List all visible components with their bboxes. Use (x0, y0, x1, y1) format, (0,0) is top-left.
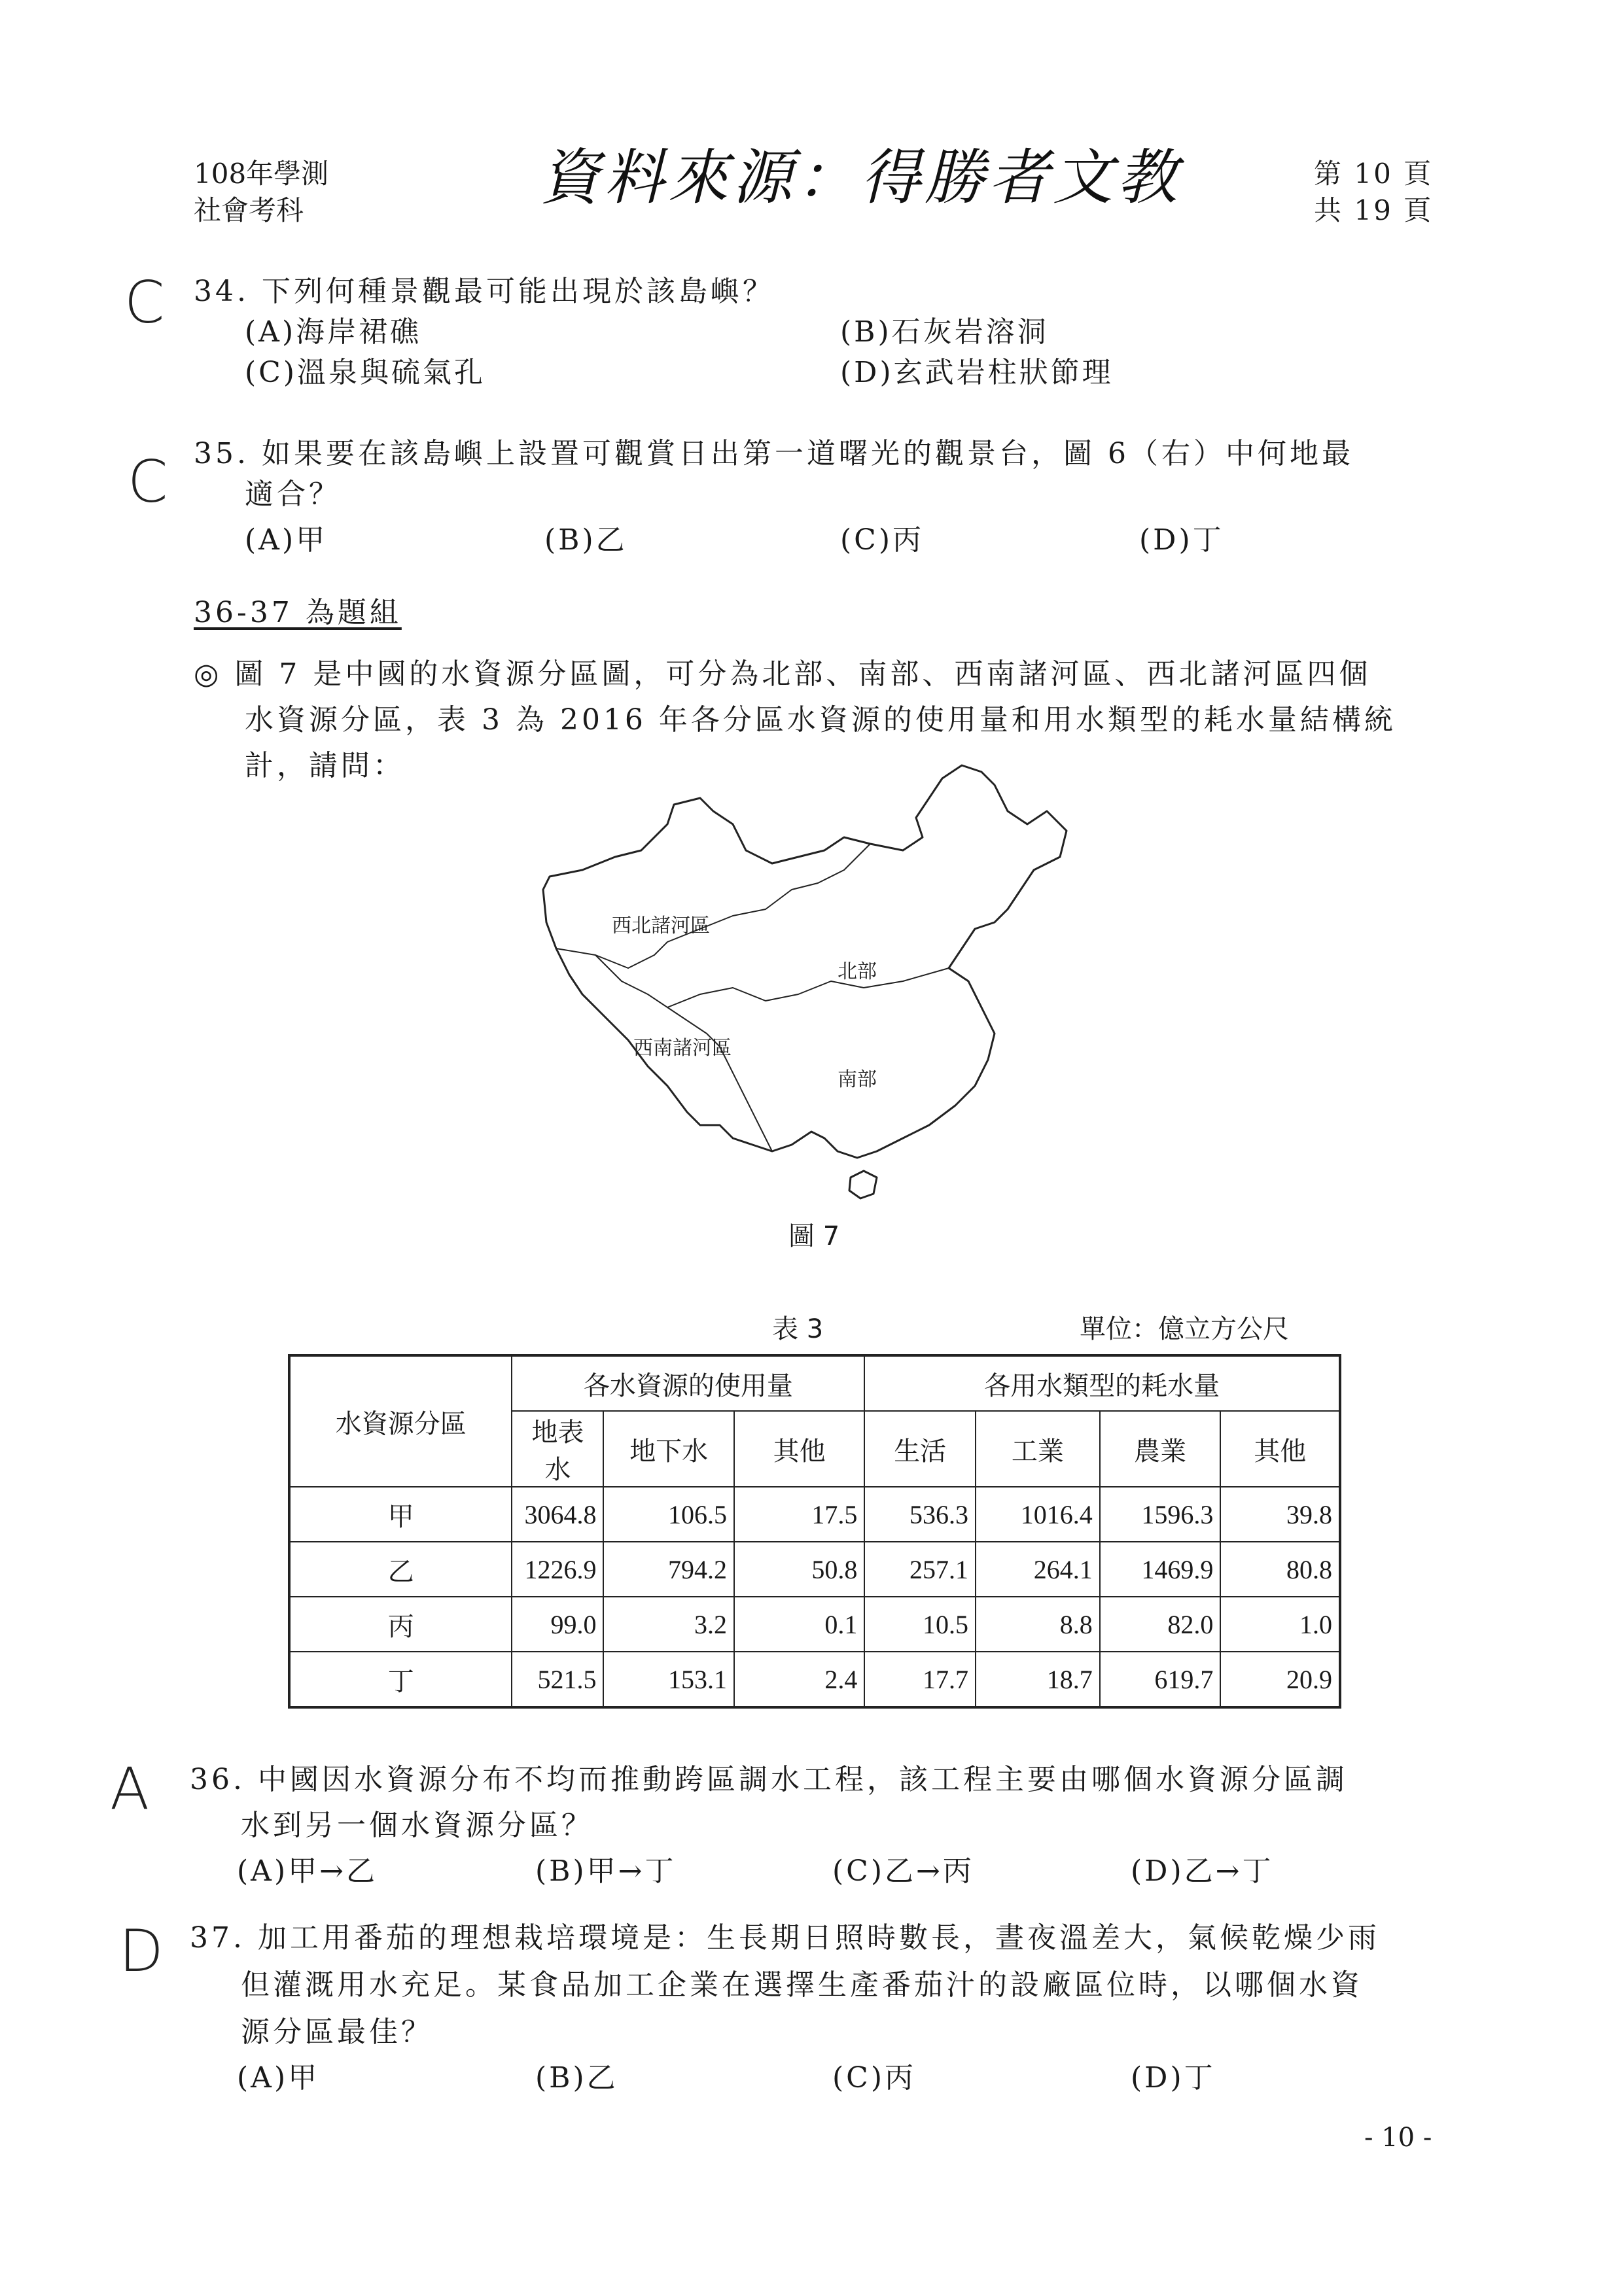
question-35-stem-line1: 35. 如果要在該島嶼上設置可觀賞日出第一道曙光的觀景台，圖 6（右）中何地最 (194, 437, 1354, 470)
cell: 619.7 (1100, 1652, 1221, 1707)
table-row (289, 1542, 1340, 1597)
handwritten-source-note: 資料來源：得勝者文教 (540, 143, 1182, 213)
table-caption: 表 3 (772, 1314, 824, 1344)
cell: 1016.4 (976, 1487, 1100, 1542)
option-d[interactable]: (D)丁 (1131, 2061, 1216, 2095)
answer-mark-q36: A (110, 1755, 150, 1822)
group-header-usage: 各水資源的使用量 (512, 1355, 864, 1411)
option-a[interactable]: (A)甲→乙 (237, 1854, 378, 1888)
col-header-agriculture: 農業 (1100, 1411, 1221, 1487)
option-b[interactable]: (B)乙 (544, 523, 627, 557)
cell: 3064.8 (512, 1487, 603, 1542)
question-36-stem-line1: 36. 中國因水資源分布不均而推動跨區調水工程，該工程主要由哪個水資源分區調 (190, 1763, 1348, 1796)
question-37-stem-line1: 37. 加工用番茄的理想栽培環境是：生長期日照時數長，晝夜溫差大，氣候乾燥少雨 (190, 1921, 1380, 1955)
cell: 10.5 (864, 1597, 976, 1652)
answer-mark-q34: C (124, 269, 165, 336)
question-37-stem-line3: 源分區最佳？ (241, 2015, 433, 2049)
option-d[interactable]: (D)乙→丁 (1131, 1854, 1274, 1888)
page-current: 第 10 頁 (1314, 158, 1434, 190)
cell: 1.0 (1220, 1597, 1340, 1652)
col-header-other-use: 其他 (1220, 1411, 1340, 1487)
china-water-region-map (537, 759, 1080, 1210)
option-d[interactable]: (D)丁 (1139, 523, 1224, 557)
col-header-domestic: 生活 (864, 1411, 976, 1487)
row-label: 丁 (289, 1652, 512, 1707)
region-label-south: 南部 (838, 1068, 877, 1091)
cell: 50.8 (734, 1542, 864, 1597)
question-35-options (194, 520, 1437, 566)
question-37-stem-line2: 但灌溉用水充足。某食品加工企業在選擇生產番茄汁的設廠區位時，以哪個水資 (241, 1968, 1363, 2002)
row-label: 乙 (289, 1542, 512, 1597)
figure-caption: 圖 7 (788, 1221, 840, 1251)
boundary-north-south (667, 968, 949, 1007)
cell: 17.5 (734, 1487, 864, 1542)
question-37 (190, 1918, 1439, 2104)
cell: 80.8 (1220, 1542, 1340, 1597)
cell: 536.3 (864, 1487, 976, 1542)
cell: 3.2 (603, 1597, 734, 1652)
cell: 521.5 (512, 1652, 603, 1707)
region-label-northwest: 西北諸河區 (612, 914, 710, 937)
option-d[interactable]: (D)玄武岩柱狀節理 (840, 356, 1114, 389)
answer-mark-q37: D (119, 1917, 164, 1985)
col-header-other-source: 其他 (734, 1411, 864, 1487)
cell: 18.7 (976, 1652, 1100, 1707)
table-row (289, 1652, 1340, 1707)
option-c[interactable]: (C)丙 (832, 2061, 916, 2095)
question-group-label: 36-37 為題組 (194, 596, 402, 629)
cell: 106.5 (603, 1487, 734, 1542)
region-label-southwest: 西南諸河區 (633, 1037, 732, 1060)
question-34-stem: 34. 下列何種景觀最可能出現於該島嶼？ (194, 275, 775, 308)
cell: 257.1 (864, 1542, 976, 1597)
group-header-consumption: 各用水類型的耗水量 (864, 1355, 1340, 1411)
question-34 (194, 271, 1437, 393)
table-header-row-1 (289, 1355, 1340, 1411)
cell: 794.2 (603, 1542, 734, 1597)
question-37-options (190, 2058, 1439, 2104)
option-b[interactable]: (B)石灰岩溶洞 (840, 315, 1049, 349)
page-total: 共 19 頁 (1314, 194, 1434, 226)
page-number: - 10 - (1364, 2123, 1432, 2153)
option-c[interactable]: (C)丙 (840, 523, 924, 557)
cell: 82.0 (1100, 1597, 1221, 1652)
exam-title (194, 156, 328, 229)
china-outline (543, 765, 1067, 1158)
answer-mark-q35: C (128, 448, 168, 515)
group-intro-line3: 計，請問： (245, 749, 405, 782)
col-header-surface: 地表水 (512, 1411, 603, 1487)
cell: 39.8 (1220, 1487, 1340, 1542)
exam-subject: 社會考科 (194, 194, 304, 226)
row-label: 甲 (289, 1487, 512, 1542)
option-a[interactable]: (A)甲 (245, 523, 328, 557)
water-usage-table (288, 1354, 1341, 1709)
row-label: 丙 (289, 1597, 512, 1652)
option-a[interactable]: (A)甲 (237, 2061, 320, 2095)
table-unit: 單位：億立方公尺 (1080, 1314, 1289, 1344)
cell: 20.9 (1220, 1652, 1340, 1707)
cell: 264.1 (976, 1542, 1100, 1597)
cell: 2.4 (734, 1652, 864, 1707)
cell: 1596.3 (1100, 1487, 1221, 1542)
option-c[interactable]: (C)乙→丙 (832, 1854, 974, 1888)
table-row (289, 1487, 1340, 1542)
col-header-ground: 地下水 (603, 1411, 734, 1487)
question-34-options (194, 312, 1437, 393)
cell: 99.0 (512, 1597, 603, 1652)
question-36-stem-line2: 水到另一個水資源分區？ (241, 1809, 593, 1842)
hainan-island (849, 1171, 877, 1198)
option-b[interactable]: (B)甲→丁 (535, 1854, 677, 1888)
region-label-north: 北部 (838, 960, 877, 983)
col-header-industry: 工業 (976, 1411, 1100, 1487)
group-intro-line2: 水資源分區，表 3 為 2016 年各分區水資源的使用量和用水類型的耗水量結構統 (245, 703, 1396, 737)
page-indicator (1314, 156, 1433, 229)
corner-header: 水資源分區 (289, 1355, 512, 1487)
question-36-options (190, 1851, 1439, 1897)
option-a[interactable]: (A)海岸裙礁 (245, 315, 422, 349)
question-36 (190, 1760, 1439, 1897)
group-intro-line1: ◎ 圖 7 是中國的水資源分區圖，可分為北部、南部、西南諸河區、西北諸河區四個 (194, 657, 1371, 691)
cell: 1469.9 (1100, 1542, 1221, 1597)
cell: 0.1 (734, 1597, 864, 1652)
cell: 17.7 (864, 1652, 976, 1707)
question-35-stem-line2: 適合？ (245, 478, 341, 511)
table-row (289, 1597, 1340, 1652)
option-c[interactable]: (C)溫泉與硫氣孔 (245, 356, 485, 389)
cell: 8.8 (976, 1597, 1100, 1652)
cell: 153.1 (603, 1652, 734, 1707)
question-35 (194, 434, 1437, 566)
cell: 1226.9 (512, 1542, 603, 1597)
option-b[interactable]: (B)乙 (535, 2061, 618, 2095)
exam-year: 108年學測 (194, 158, 329, 190)
